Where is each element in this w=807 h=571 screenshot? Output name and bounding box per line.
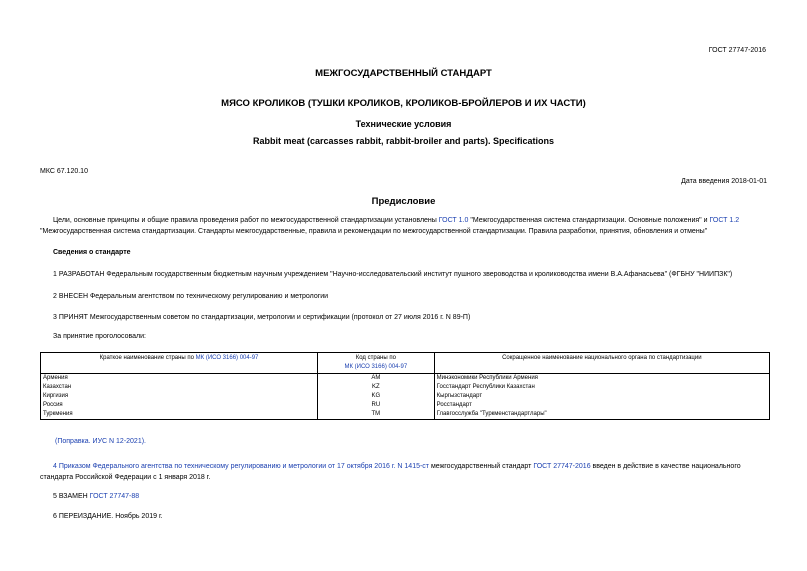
introduction-date: Дата введения 2018-01-01 bbox=[681, 178, 767, 185]
body-cell: Росстандарт bbox=[434, 401, 769, 410]
voted-label: За принятие проголосовали: bbox=[53, 333, 146, 340]
body-cell: Минэкономики Республики Армения bbox=[434, 374, 769, 384]
item-enacted bbox=[40, 461, 770, 483]
link-gost-1-0[interactable]: ГОСТ 1.0 bbox=[438, 217, 469, 224]
item-submitted: 2 ВНЕСЕН Федеральным агентством по техническому регулированию и метрологии bbox=[53, 293, 329, 300]
item-adopted: 3 ПРИНЯТ Межгосударственным советом по стандартизации, метрологии и сертификации (протокол от 27 июля 2016 г. N 89-П) bbox=[53, 314, 471, 321]
preface-heading: Предисловие bbox=[371, 196, 436, 207]
table-row bbox=[41, 374, 770, 384]
paragraph-text: "Межгосударственная система стандартизации. Стандарты межгосударственные, правила и рекомендации по межгосударственной стандартизации. Правила разработки, принятия, обновления и отмены" bbox=[40, 228, 708, 235]
paragraph-text: Цели, основные принципы и общие правила проведения работ по межгосударственной стандартизации установлены bbox=[53, 217, 439, 224]
link-gost-27747-88[interactable]: ГОСТ 27747-88 bbox=[89, 493, 140, 500]
country-cell: Казахстан bbox=[41, 383, 318, 392]
item-developed: 1 РАЗРАБОТАН Федеральным государственным бюджетным научным учреждением "Научно-исследовательский институт пушного звероводства и кролиководства имени В.А.Афанасьева" (ФГБНУ "НИИПЗК") bbox=[53, 271, 733, 278]
header-text: Краткое наименование страны по bbox=[99, 355, 196, 361]
paragraph-text: "Межгосударственная система стандартизации. Основные положения" и bbox=[468, 217, 710, 224]
standard-info-heading: Сведения о стандарте bbox=[53, 249, 131, 256]
paragraph-text: межгосударственный стандарт bbox=[429, 463, 534, 470]
link-gost-27747-2016[interactable]: ГОСТ 27747-2016 bbox=[533, 463, 591, 470]
country-cell: Армения bbox=[41, 374, 318, 384]
paragraph-text: 5 ВЗАМЕН bbox=[53, 493, 90, 500]
link-gost-1-2[interactable]: ГОСТ 1.2 bbox=[709, 217, 740, 224]
table-row bbox=[41, 392, 770, 401]
mks-code: МКС 67.120.10 bbox=[40, 168, 88, 175]
column-header-body: Сокращенное наименование национального органа по стандартизации bbox=[434, 353, 769, 374]
table-row bbox=[41, 401, 770, 410]
table-row bbox=[41, 410, 770, 420]
paragraph-text: введен в действие в качестве национального стандарта Российской Федерации с 1 января 2018 г. bbox=[40, 463, 741, 481]
document-title: МЯСО КРОЛИКОВ (ТУШКИ КРОЛИКОВ, КРОЛИКОВ-БРОЙЛЕРОВ И ИХ ЧАСТИ) bbox=[221, 98, 586, 109]
table-row bbox=[41, 383, 770, 392]
column-header-country bbox=[41, 353, 318, 374]
country-cell: Киргизия bbox=[41, 392, 318, 401]
standard-type-heading: МЕЖГОСУДАРСТВЕННЫЙ СТАНДАРТ bbox=[315, 68, 492, 79]
item-replaces bbox=[40, 491, 770, 502]
body-cell: Госстандарт Республики Казахстан bbox=[434, 383, 769, 392]
body-cell: Кыргызстандарт bbox=[434, 392, 769, 401]
country-cell: Туркмения bbox=[41, 410, 318, 420]
item-reissue: 6 ПЕРЕИЗДАНИЕ. Ноябрь 2019 г. bbox=[53, 513, 163, 520]
body-cell: Главгосслужба "Туркменстандартлары" bbox=[434, 410, 769, 420]
code-cell: KZ bbox=[318, 383, 435, 392]
document-title-english: Rabbit meat (carcasses rabbit, rabbit-broiler and parts). Specifications bbox=[252, 136, 555, 146]
correction-link[interactable]: (Поправка. ИУС N 12-2021). bbox=[55, 438, 146, 445]
link-mk-iso-3166[interactable]: МК (ИСО 3166) 004-97 bbox=[195, 355, 259, 361]
table-header-row bbox=[41, 353, 770, 374]
voting-countries-table bbox=[40, 352, 770, 420]
code-cell: RU bbox=[318, 401, 435, 410]
link-mk-iso-3166[interactable]: МК (ИСО 3166) 004-97 bbox=[344, 364, 408, 370]
header-text: Код страны по bbox=[355, 355, 396, 361]
column-header-code bbox=[318, 353, 435, 374]
link-rosstandart-order[interactable]: 4 Приказом Федерального агентства по техническому регулированию и метрологии от 17 октября 2016 г. N 1415-ст bbox=[53, 463, 430, 470]
code-cell: TM bbox=[318, 410, 435, 420]
document-number: ГОСТ 27747-2016 bbox=[708, 47, 766, 54]
code-cell: AM bbox=[318, 374, 435, 384]
country-cell: Россия bbox=[41, 401, 318, 410]
preface-paragraph bbox=[40, 215, 770, 237]
code-cell: KG bbox=[318, 392, 435, 401]
document-subtitle: Технические условия bbox=[355, 119, 452, 129]
